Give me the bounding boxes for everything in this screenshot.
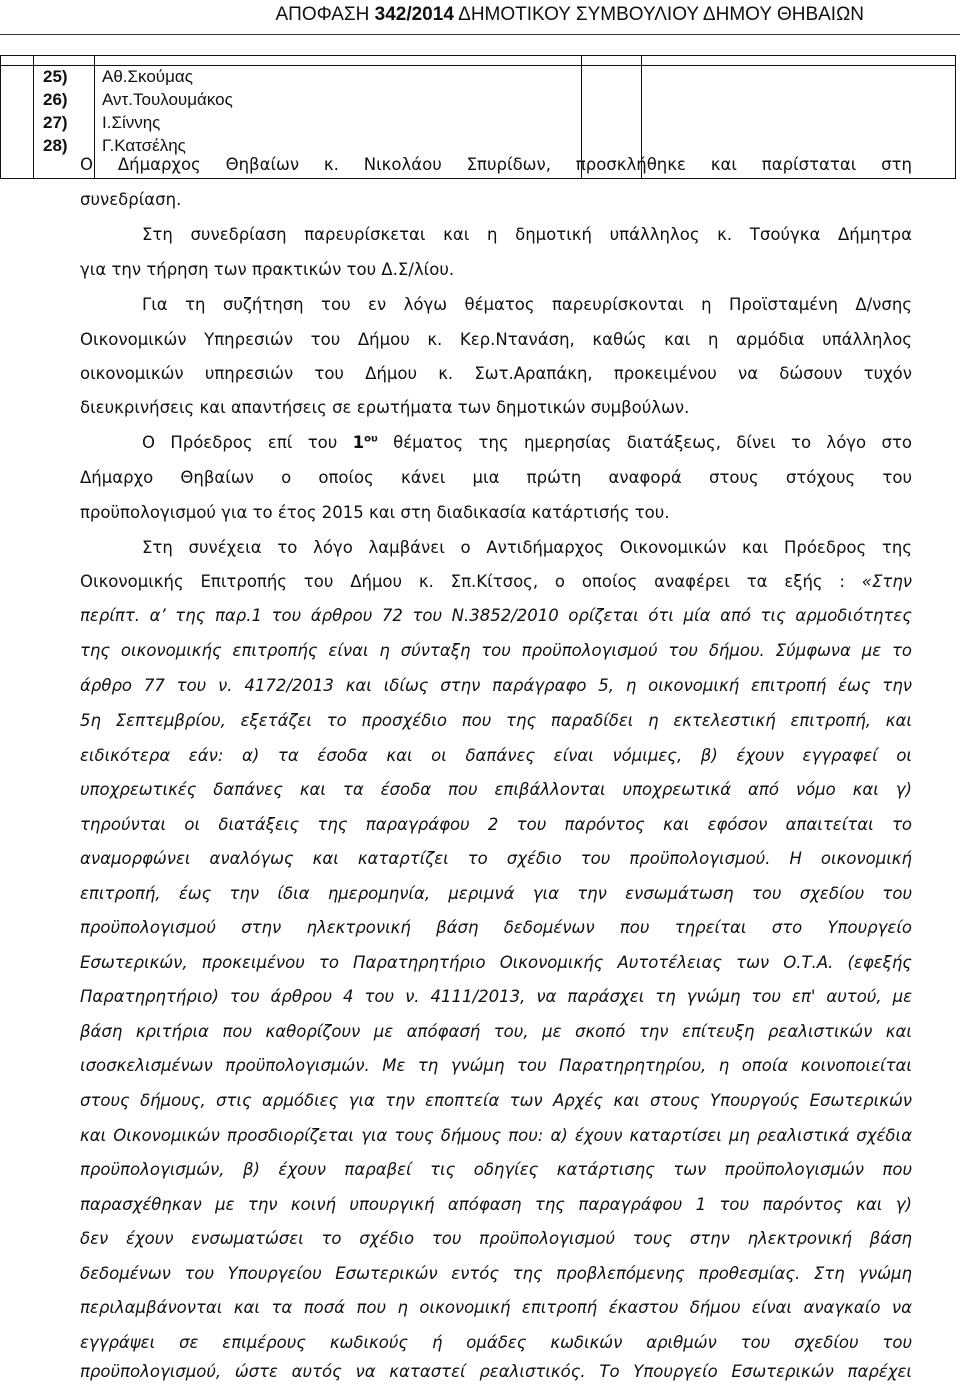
quote-line: δεν έχουν ενσωματώσει το σχέδιο του προϋπολογισμού τους στην ηλεκτρονική βάση — [80, 1229, 912, 1248]
body-line: Για τη συζήτηση του εν λόγω θέματος παρευρίσκονται η Προϊσταμένη Δ/νσης — [142, 295, 912, 314]
line-text: Ο Πρόεδρος επί του — [142, 433, 353, 452]
body-line — [80, 565, 912, 599]
quote-line: εγγράψει σε επιμέρους κωδικούς ή ομάδες κωδικών αριθμών του σχεδίου του — [80, 1333, 912, 1352]
quote-line: τηρούνται οι διατάξεις της παραγράφου 2 του παρόντος και εφόσον απαιτείται το — [80, 815, 912, 834]
body-line: Δήμαρχο Θηβαίων ο οποίος κάνει μια πρώτη αναφορά στους στόχους του — [80, 468, 912, 487]
line-text: Οικονομικής Επιτροπής του Δήμου κ. Σπ.Κίτσος, ο οποίος αναφέρει τα εξής : — [80, 572, 862, 591]
quote-line: παρασχέθηκαν με την κοινή υπουργική απόφαση της παραγράφου 1 του παρόντος και γ) — [80, 1195, 912, 1214]
member-name: Γ.Κατσέλης — [102, 136, 186, 155]
quote-line: υποχρεωτικές δαπάνες και τα έσοδα που επιβάλλονται υποχρεωτικά από νόμο και γ) — [80, 780, 912, 799]
quote-line: βάση κριτήρια που καθορίζουν με απόφασή του, με σκοπό την επίτευξη ρεαλιστικών και — [80, 1022, 912, 1041]
body-line: οικονομικών υπηρεσιών του Δήμου κ. Σωτ.Αραπάκη, προκειμένου να δώσουν τυχόν — [80, 364, 912, 383]
body-line: συνεδρίαση. — [80, 190, 182, 209]
body-line: Οικονομικών Υπηρεσιών του Δήμου κ. Κερ.Ντανάση, καθώς και η αρμόδια υπάλληλος — [80, 330, 912, 349]
member-number: 26) — [43, 90, 68, 109]
member-name: Ι.Σίννης — [102, 113, 161, 132]
document-header — [275, 4, 864, 26]
quote-start: «Στην — [861, 572, 912, 591]
member-number: 27) — [43, 113, 68, 132]
quote-line: προϋπολογισμών, β) έχουν παραβεί τις οδηγίες κατάρτισης των προϋπολογισμών που — [80, 1160, 912, 1179]
body-line: Στη συνεδρίαση παρευρίσκεται και η δημοτική υπάλληλος κ. Τσούγκα Δήμητρα — [142, 225, 912, 244]
quote-line: και Οικονομικών προσδιορίζεται για τους δήμους που: α) έχουν καταρτίσει μη ρεαλιστικά σχέδια — [80, 1126, 912, 1145]
header-divider — [0, 34, 960, 35]
quote-line: Εσωτερικών, προκειμένου το Παρατηρητήριο Οικονομικής Αυτοτέλειας των Ο.Τ.Α. (εφεξής — [80, 953, 912, 972]
decision-number: 342/2014 — [374, 4, 454, 25]
body-line — [142, 426, 912, 460]
item-number — [353, 433, 378, 452]
body-line: Ο Δήμαρχος Θηβαίων κ. Νικολάου Σπυρίδων, προσκλήθηκε και παρίσταται στη — [80, 155, 912, 174]
quote-line: άρθρο 77 του ν. 4172/2013 και ιδίως στην παράγραφο 5, η οικονομική επιτροπή έως την — [80, 676, 912, 695]
body-line: διευκρινήσεις και απαντήσεις σε ερωτήματα των δημοτικών συμβούλων. — [80, 398, 690, 417]
table-row — [1, 89, 955, 111]
quote-line: περίπτ. α’ της παρ.1 του άρθρου 72 του Ν.3852/2010 ορίζεται ότι μία από τις αρμοδιότητες — [80, 606, 912, 625]
body-line: Στη συνέχεια το λόγο λαμβάνει ο Αντιδήμαρχος Οικονομικών και Πρόεδρος της — [142, 538, 912, 557]
body-line: προϋπολογισμού για το έτος 2015 και στη διαδικασία κατάρτισής του. — [80, 503, 670, 522]
quote-line: ειδικότερα εάν: α) τα έσοδα και οι δαπάνες είναι νόμιμες, β) έχουν εγγραφεί οι — [80, 746, 912, 765]
item-number-value: 1 — [352, 433, 365, 452]
member-number: 25) — [43, 67, 68, 86]
body-line: για την τήρηση των πρακτικών του Δ.Σ/λίου. — [80, 260, 455, 279]
quote-line: προϋπολογισμού στην ηλεκτρονική βάση δεδομένων που τηρείται στο Υπουργείο — [80, 918, 912, 937]
quote-line: περιλαμβάνονται και τα ποσά που η οικονομική επιτροπή έκαστου δήμου είναι αναγκαίο να — [80, 1298, 912, 1317]
quote-line: δεδομένων του Υπουργείου Εσωτερικών εντός της προβλεπόμενης προθεσμίας. Στη γνώμη — [80, 1264, 912, 1283]
quote-line: 5η Σεπτεμβρίου, εξετάζει το προσχέδιο που της παραδίδει η εκτελεστική επιτροπή, και — [80, 711, 912, 730]
member-number: 28) — [43, 136, 68, 155]
item-number-suffix: ου — [364, 433, 378, 445]
table-row — [1, 112, 955, 134]
quote-line: αναμορφώνει αναλόγως και καταρτίζει το σχέδιο του προϋπολογισμού. Η οικονομική — [80, 849, 912, 868]
quote-line: ισοσκελισμένων προϋπολογισμών. Με τη γνώμη του Παρατηρητηρίου, η οποία κοινοποιείται — [80, 1056, 912, 1075]
quote-line: στους δήμους, στις αρμόδιες για την εποπτεία των Αρχές και στους Υπουργούς Εσωτερικών — [80, 1091, 912, 1110]
header-suffix: ΔΗΜΟΤΙΚΟΥ ΣΥΜΒΟΥΛΙΟΥ ΔΗΜΟΥ ΘΗΒΑΙΩΝ — [453, 4, 864, 25]
member-name: Αντ.Τουλουμάκος — [102, 90, 233, 109]
quote-line: προϋπολογισμού, ώστε αυτός να καταστεί ρεαλιστικός. Το Υπουργείο Εσωτερικών παρέχει — [80, 1362, 912, 1381]
line-text: θέματος της ημερησίας διατάξεως, δίνει το λόγο στο — [377, 433, 912, 452]
quote-line: της οικονομικής επιτροπής είναι η σύνταξη του προϋπολογισμού του δήμου. Σύμφωνα με το — [80, 641, 912, 660]
member-name: Αθ.Σκούμας — [102, 67, 193, 86]
quote-line: επιτροπή, έως την ίδια ημερομηνία, μεριμνά για την ενσωμάτωση του σχεδίου του — [80, 884, 912, 903]
header-prefix: ΑΠΟΦΑΣΗ — [275, 4, 375, 25]
quote-line: Παρατηρητήριο) του άρθρου 4 του ν. 4111/2013, να παράσχει τη γνώμη του επ' αυτού, με — [80, 987, 912, 1006]
table-row — [1, 66, 955, 88]
